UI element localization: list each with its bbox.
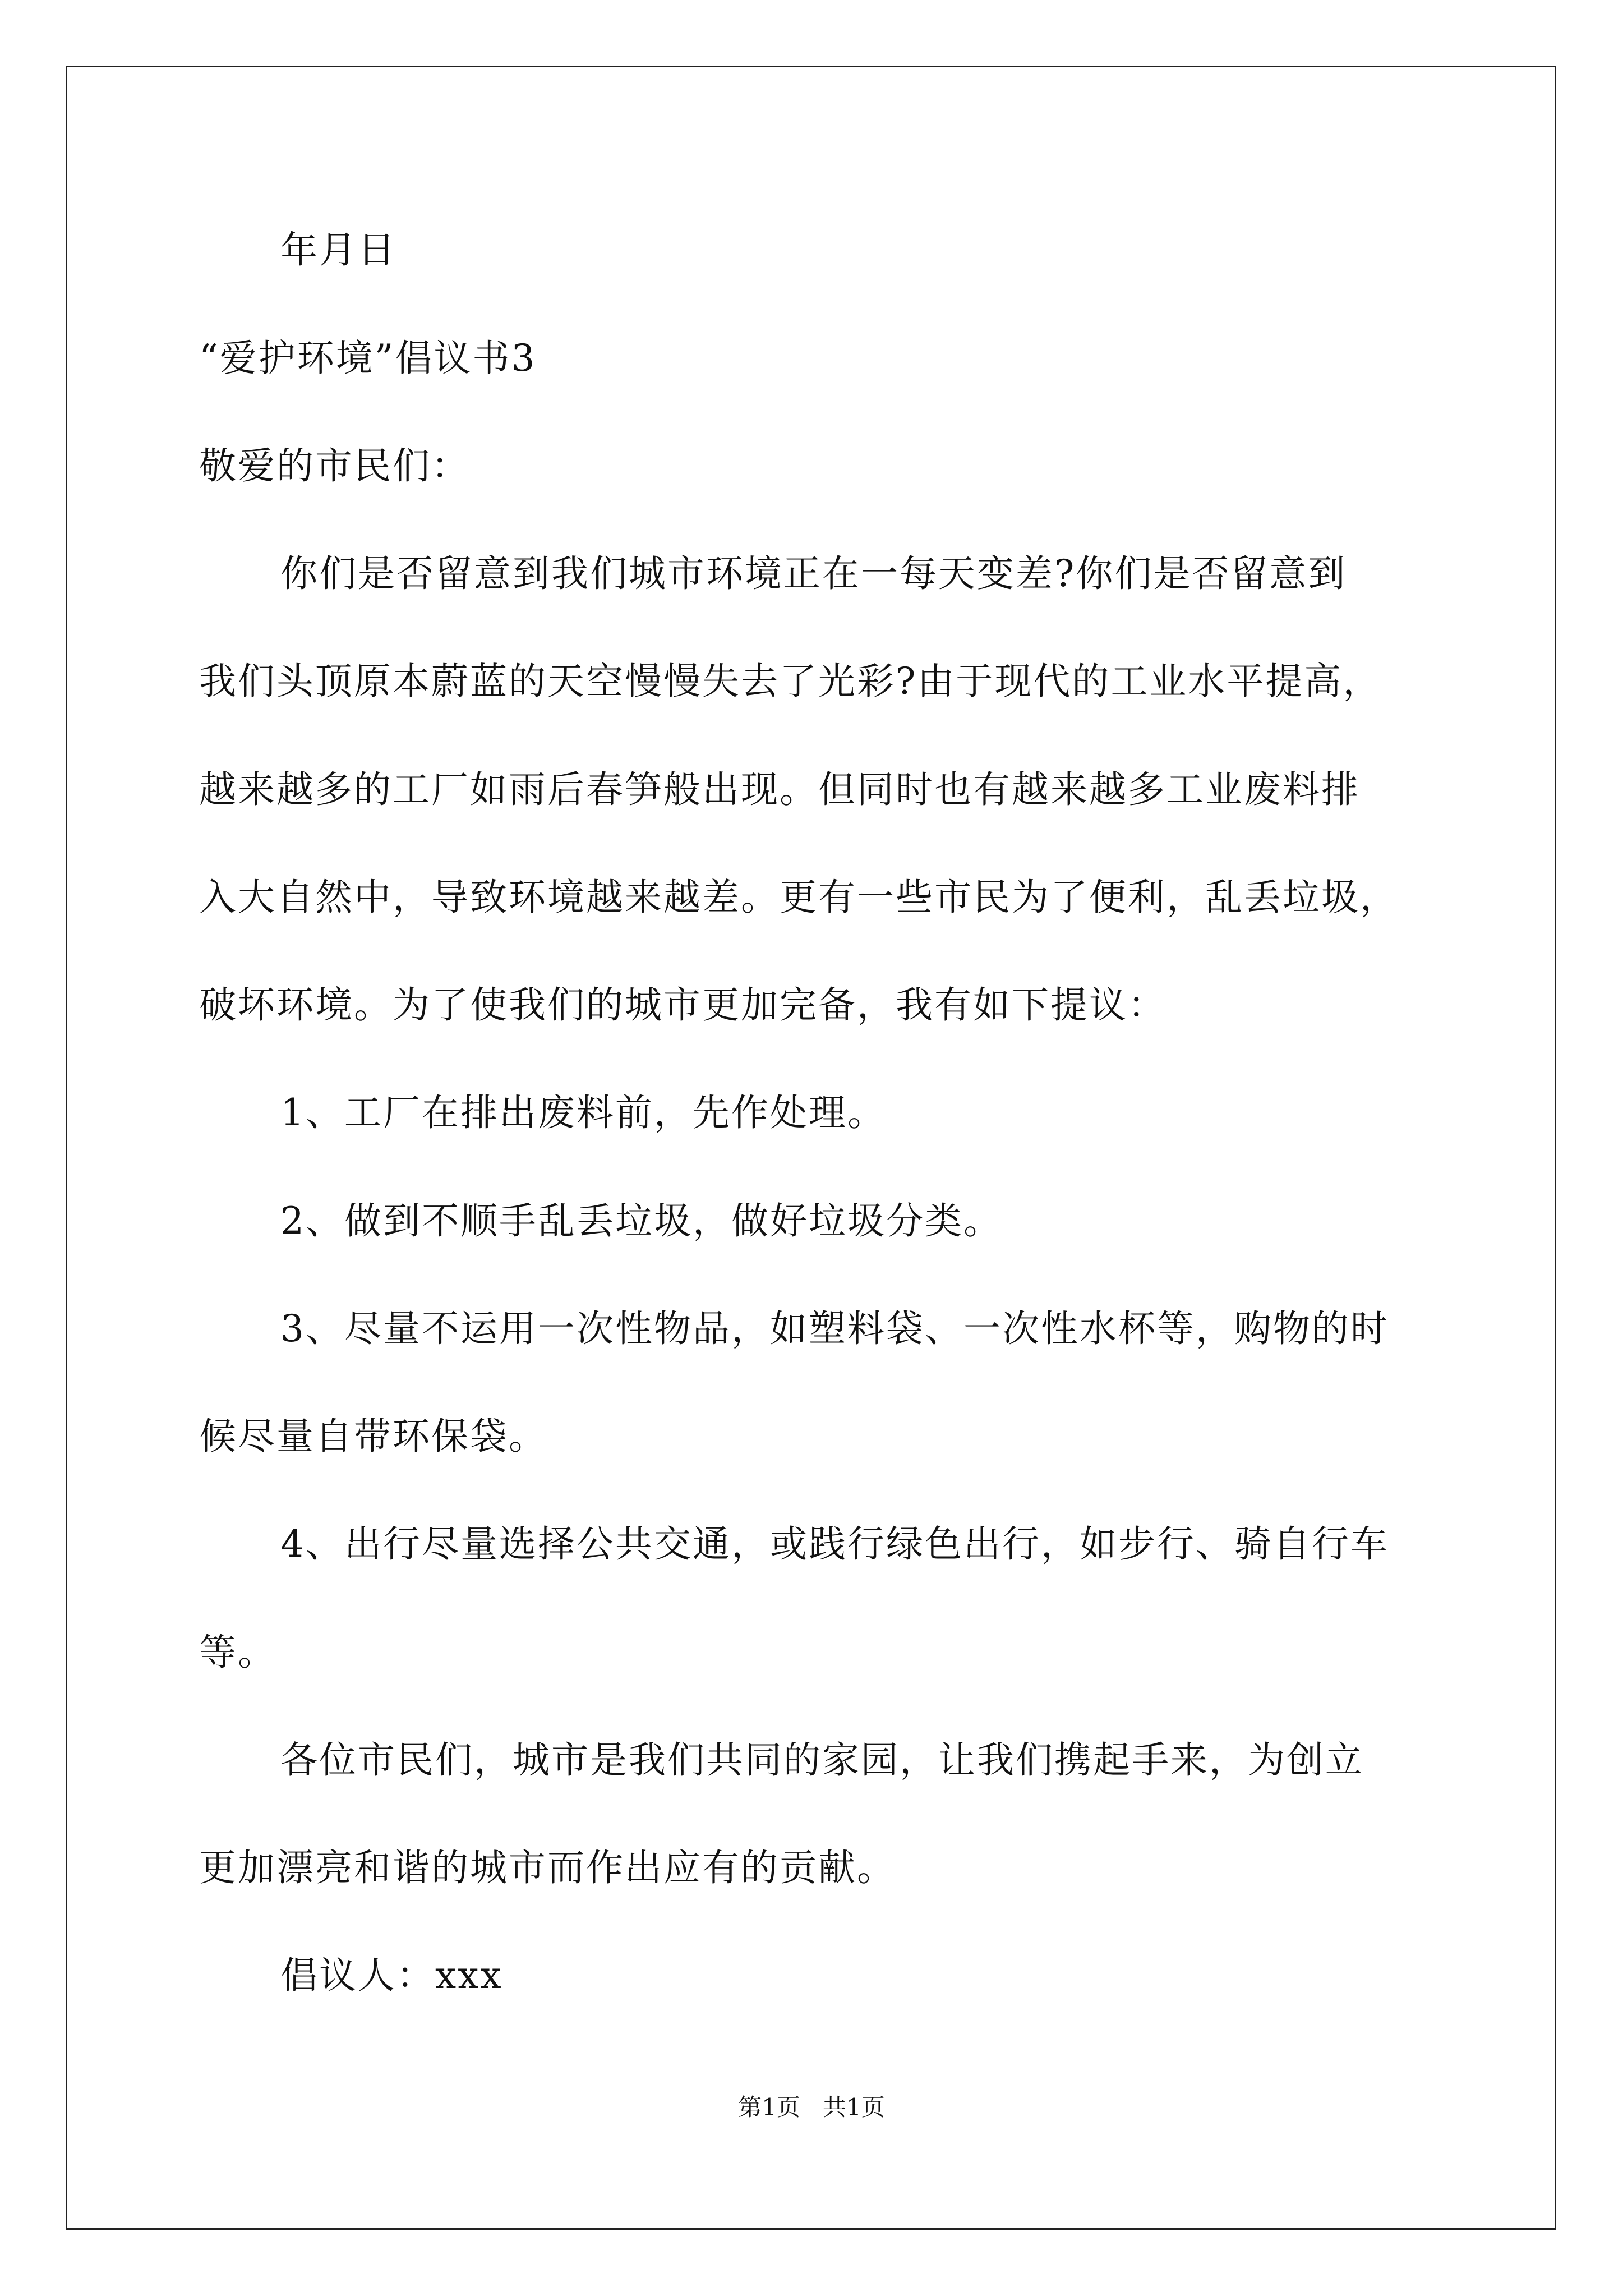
list-item-4-line2: 等。 bbox=[199, 1631, 276, 1674]
paragraph1-line3: 越来越多的工厂如雨后春笋般出现。但同时也有越来越多工业废料排 bbox=[199, 768, 1360, 811]
list-item-3-line1: 3、尽量不运用一次性物品，如塑料袋、一次性水杯等，购物的时 bbox=[280, 1307, 1389, 1350]
page-footer: 第1页 共1页 bbox=[738, 2093, 885, 2121]
page-border bbox=[66, 66, 1556, 2230]
salutation: 敬爱的市民们： bbox=[199, 444, 470, 487]
list-item-3-line2: 候尽量自带环保袋。 bbox=[199, 1415, 547, 1458]
list-item-1: 1、工厂在排出废料前，先作处理。 bbox=[280, 1091, 886, 1134]
paragraph1-line1: 你们是否留意到我们城市环境正在一每天变差?你们是否留意到 bbox=[280, 552, 1347, 595]
list-item-4-line1: 4、出行尽量选择公共交通，或践行绿色出行，如步行、骑自行车 bbox=[280, 1522, 1389, 1566]
date-line: 年月日 bbox=[280, 228, 396, 272]
paragraph1-line2: 我们头顶原本蔚蓝的天空慢慢失去了光彩?由于现代的工业水平提高， bbox=[199, 660, 1382, 703]
document-title: “爱护环境”倡议书3 bbox=[199, 337, 537, 380]
paragraph1-line4: 入大自然中，导致环境越来越差。更有一些市民为了便利，乱丢垃圾， bbox=[199, 876, 1399, 919]
paragraph1-line5: 破坏环境。为了使我们的城市更加完备，我有如下提议： bbox=[199, 983, 1166, 1027]
list-item-2: 2、做到不顺手乱丢垃圾，做好垃圾分类。 bbox=[280, 1199, 1002, 1243]
closing-line2: 更加漂亮和谐的城市而作出应有的贡献。 bbox=[199, 1846, 896, 1889]
signature: 倡议人：xxx bbox=[280, 1954, 503, 1997]
closing-line1: 各位市民们，城市是我们共同的家园，让我们携起手来，为创立 bbox=[280, 1738, 1364, 1782]
